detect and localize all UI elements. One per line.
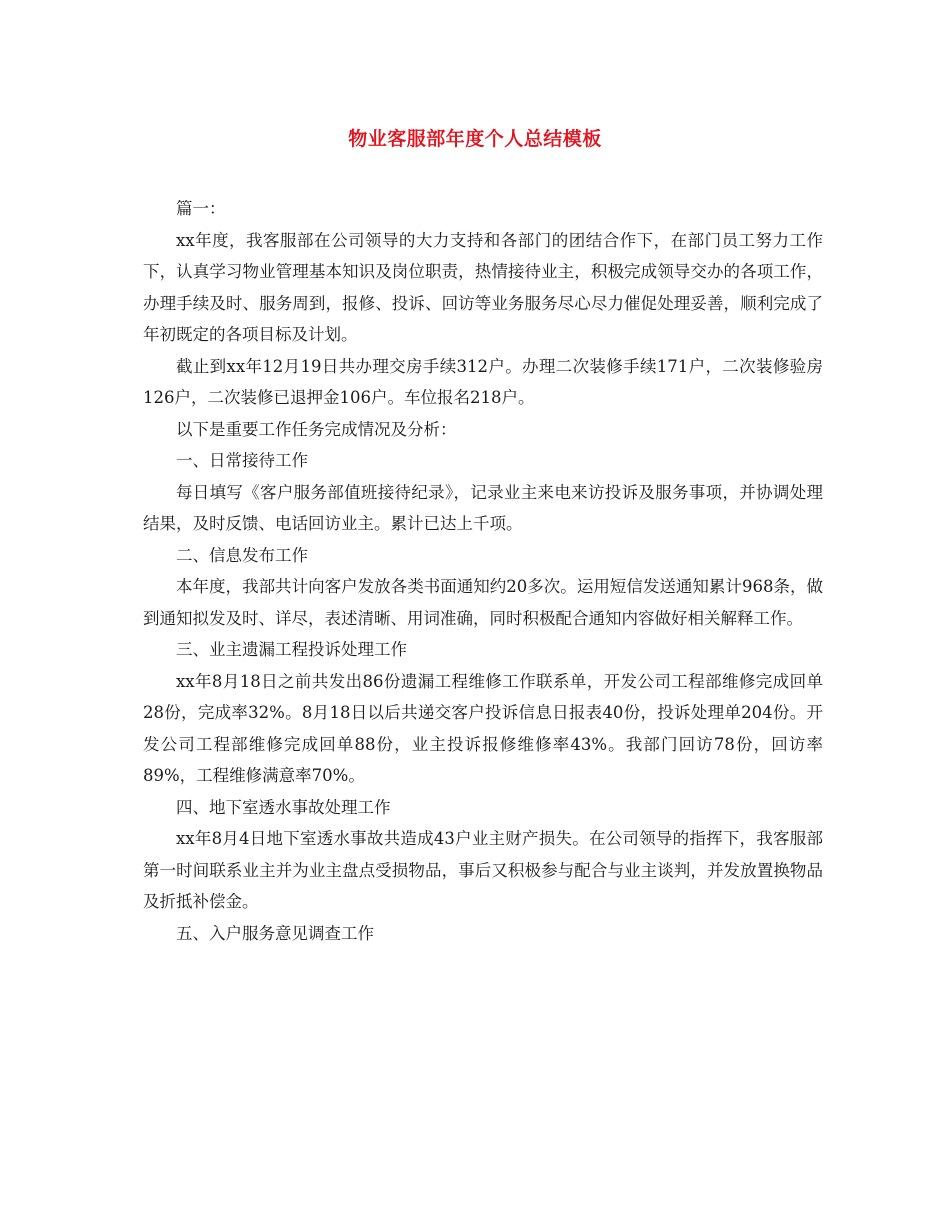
heading-daily-reception: 一、日常接待工作	[176, 451, 308, 470]
heading-complaint-handling: 三、业主遗漏工程投诉处理工作	[176, 640, 407, 659]
heading-survey: 五、入户服务意见调查工作	[176, 923, 374, 943]
heading-info-release: 二、信息发布工作	[176, 545, 308, 565]
document-body	[143, 193, 823, 949]
paragraph-info-release: 本年度，我部共计向客户发放各类书面通知约20多次。运用短信发送通知累计968条，做到通知拟发及时、详尽，表述清晰、用词准确，同时积极配合通知内容做好相关解释工作。	[143, 577, 823, 628]
heading-basement-incident: 四、地下室透水事故处理工作	[176, 797, 391, 817]
paragraph-intro: xx年度，我客服部在公司领导的大力支持和各部门的团结合作下，在部门员工努力工作下，认真学习物业管理基本知识及岗位职责，热情接待业主，积极完成领导交办的各项工作，办理手续及时、服务周到，报修、投诉、回访等业务服务尽心尽力催促处理妥善，顺利完成了年初既定的各项目标及计划。	[143, 230, 823, 344]
paragraph-daily-reception: 每日填写《客户服务部值班接待纪录》，记录业主来电来访投诉及服务事项，并协调处理结果，及时反馈、电话回访业主。累计已达上千项。	[143, 482, 823, 533]
paragraph-section-label: 篇一：	[176, 199, 226, 218]
paragraph-complaint-handling: xx年8月18日之前共发出86份遗漏工程维修工作联系单，开发公司工程部维修完成回单28份，完成率32%。8月18日以后共递交客户投诉信息日报表40份，投诉处理单204份。开发公司工程部维修完成回单88份，业主投诉报修维修率43%。我部门回访78份，回访率89%，工程维修满意率70%。	[143, 671, 823, 785]
paragraph-basement-incident: xx年8月4日地下室透水事故共造成43户业主财产损失。在公司领导的指挥下，我客服部第一时间联系业主并为业主盘点受损物品，事后又积极参与配合与业主谈判，并发放置换物品及折抵补偿金。	[143, 829, 823, 911]
paragraph-stats: 截止到xx年12月19日共办理交房手续312户。办理二次装修手续171户，二次装修验房126户，二次装修已退押金106户。车位报名218户。	[143, 356, 823, 407]
document-title: 物业客服部年度个人总结模板	[348, 128, 602, 150]
paragraph-analysis-intro: 以下是重要工作任务完成情况及分析：	[176, 419, 457, 439]
